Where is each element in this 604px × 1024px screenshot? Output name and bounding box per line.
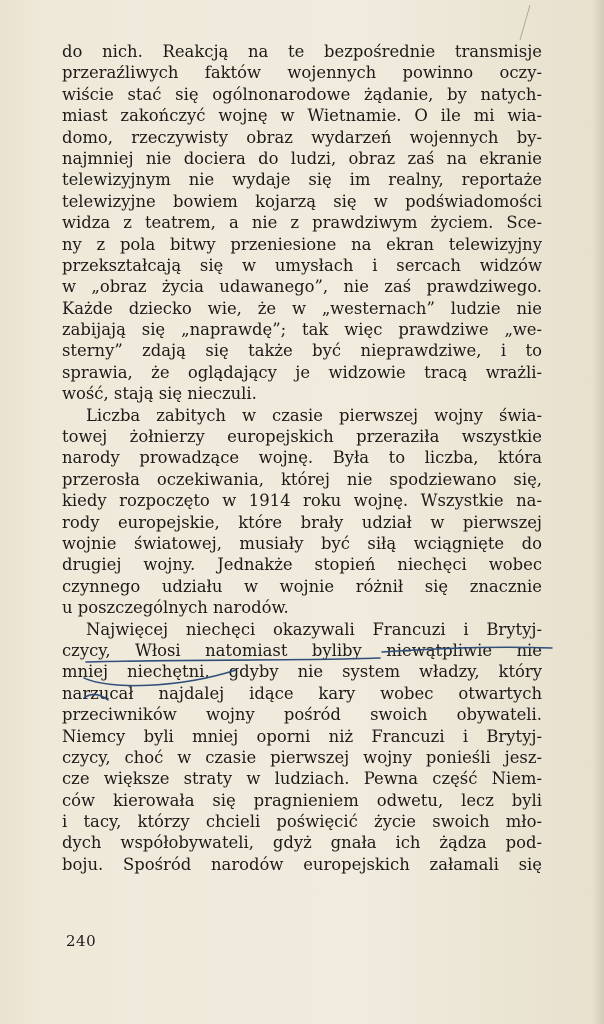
text-line: sterny” zdają się także być nieprawdziwe, i to — [62, 341, 542, 361]
text-line: narzucał najdalej idące kary wobec otwartych — [62, 683, 542, 703]
text-line: Najwięcej niechęci okazywali Francuzi i Brytyj- — [86, 619, 542, 639]
text-line: czycy, choć w czasie pierwszej wojny ponieśli jesz- — [62, 747, 542, 767]
pencil-corner-stroke — [520, 5, 530, 40]
text-line: u poszczególnych narodów. — [62, 598, 289, 618]
text-line: telewizyjne bowiem kojarzą się w podświadomości — [62, 191, 542, 211]
text-line: widza z teatrem, a nie z prawdziwym życiem. Sce- — [62, 213, 542, 233]
text-line: najmniej nie dociera do ludzi, obraz zaś na ekranie — [62, 148, 542, 168]
text-line: Liczba zabitych w czasie pierwszej wojny świa- — [86, 405, 542, 425]
text-line: rody europejskie, które brały udział w pierwszej — [62, 512, 542, 532]
text-line: towej żołnierzy europejskich przeraziła wszystkie — [62, 427, 542, 447]
text-line: dych współobywateli, gdyż gnała ich żądza pod- — [62, 833, 542, 853]
text-line: kiedy rozpoczęto w 1914 roku wojnę. Wszystkie na- — [62, 491, 542, 511]
text-line: sprawia, że oglądający je widzowie tracą wrażli- — [62, 362, 542, 382]
page-number: 240 — [66, 932, 97, 950]
text-line: ców kierowała się pragnieniem odwetu, lecz byli — [62, 790, 542, 810]
text-line: cze większe straty w ludziach. Pewna część Niem- — [62, 769, 542, 789]
text-line: wość, stają się nieczuli. — [62, 384, 257, 404]
text-line: wojnie światowej, musiały być siłą wciągnięte do — [62, 533, 542, 553]
text-line: przerosła oczekiwania, której nie spodziewano się, — [62, 469, 542, 489]
text-line: wiście stać się ogólnonarodowe żądanie, by natych- — [62, 84, 542, 104]
text-line: przekształcają się w umysłach i sercach widzów — [62, 255, 542, 275]
text-line: miast zakończyć wojnę w Wietnamie. O ile mi wia- — [62, 106, 542, 126]
text-line: czycy, Włosi natomiast byliby niewątpliwie nie — [62, 640, 542, 660]
text-line: do nich. Reakcją na te bezpośrednie transmisje — [62, 42, 542, 61]
text-line: boju. Spośród narodów europejskich załamali się — [62, 854, 542, 874]
text-line: mniej niechętni, gdyby nie system władzy, który — [62, 662, 542, 682]
text-line: w „obraz życia udawanego”, nie zaś prawdziwego. — [62, 277, 542, 297]
text-line: drugiej wojny. Jednakże stopień niechęci wobec — [62, 555, 542, 575]
text-line: ny z pola bitwy przeniesione na ekran telewizyjny — [62, 234, 542, 254]
text-line: i tacy, którzy chcieli poświęcić życie swoich mło- — [62, 812, 542, 832]
text-line: Niemcy byli mniej oporni niż Francuzi i Brytyj- — [62, 726, 542, 746]
text-line: czynnego udziału w wojnie różnił się znacznie — [62, 576, 542, 596]
text-line: przeraźliwych faktów wojennych powinno oczy- — [62, 63, 542, 83]
text-line: Każde dziecko wie, że w „westernach” ludzie nie — [62, 298, 542, 318]
page-fold-shadow — [592, 0, 604, 1024]
body-text — [62, 41, 542, 875]
text-line: zabijają się „naprawdę”; tak więc prawdziwe „we- — [62, 320, 542, 340]
text-line: domo, rzeczywisty obraz wydarzeń wojennych by- — [62, 127, 542, 147]
text-line: przeciwników wojny pośród swoich obywateli. — [62, 705, 542, 725]
text-line: narody prowadzące wojnę. Była to liczba, która — [62, 448, 542, 468]
text-line: telewizyjnym nie wydaje się im realny, reportaże — [62, 170, 542, 190]
